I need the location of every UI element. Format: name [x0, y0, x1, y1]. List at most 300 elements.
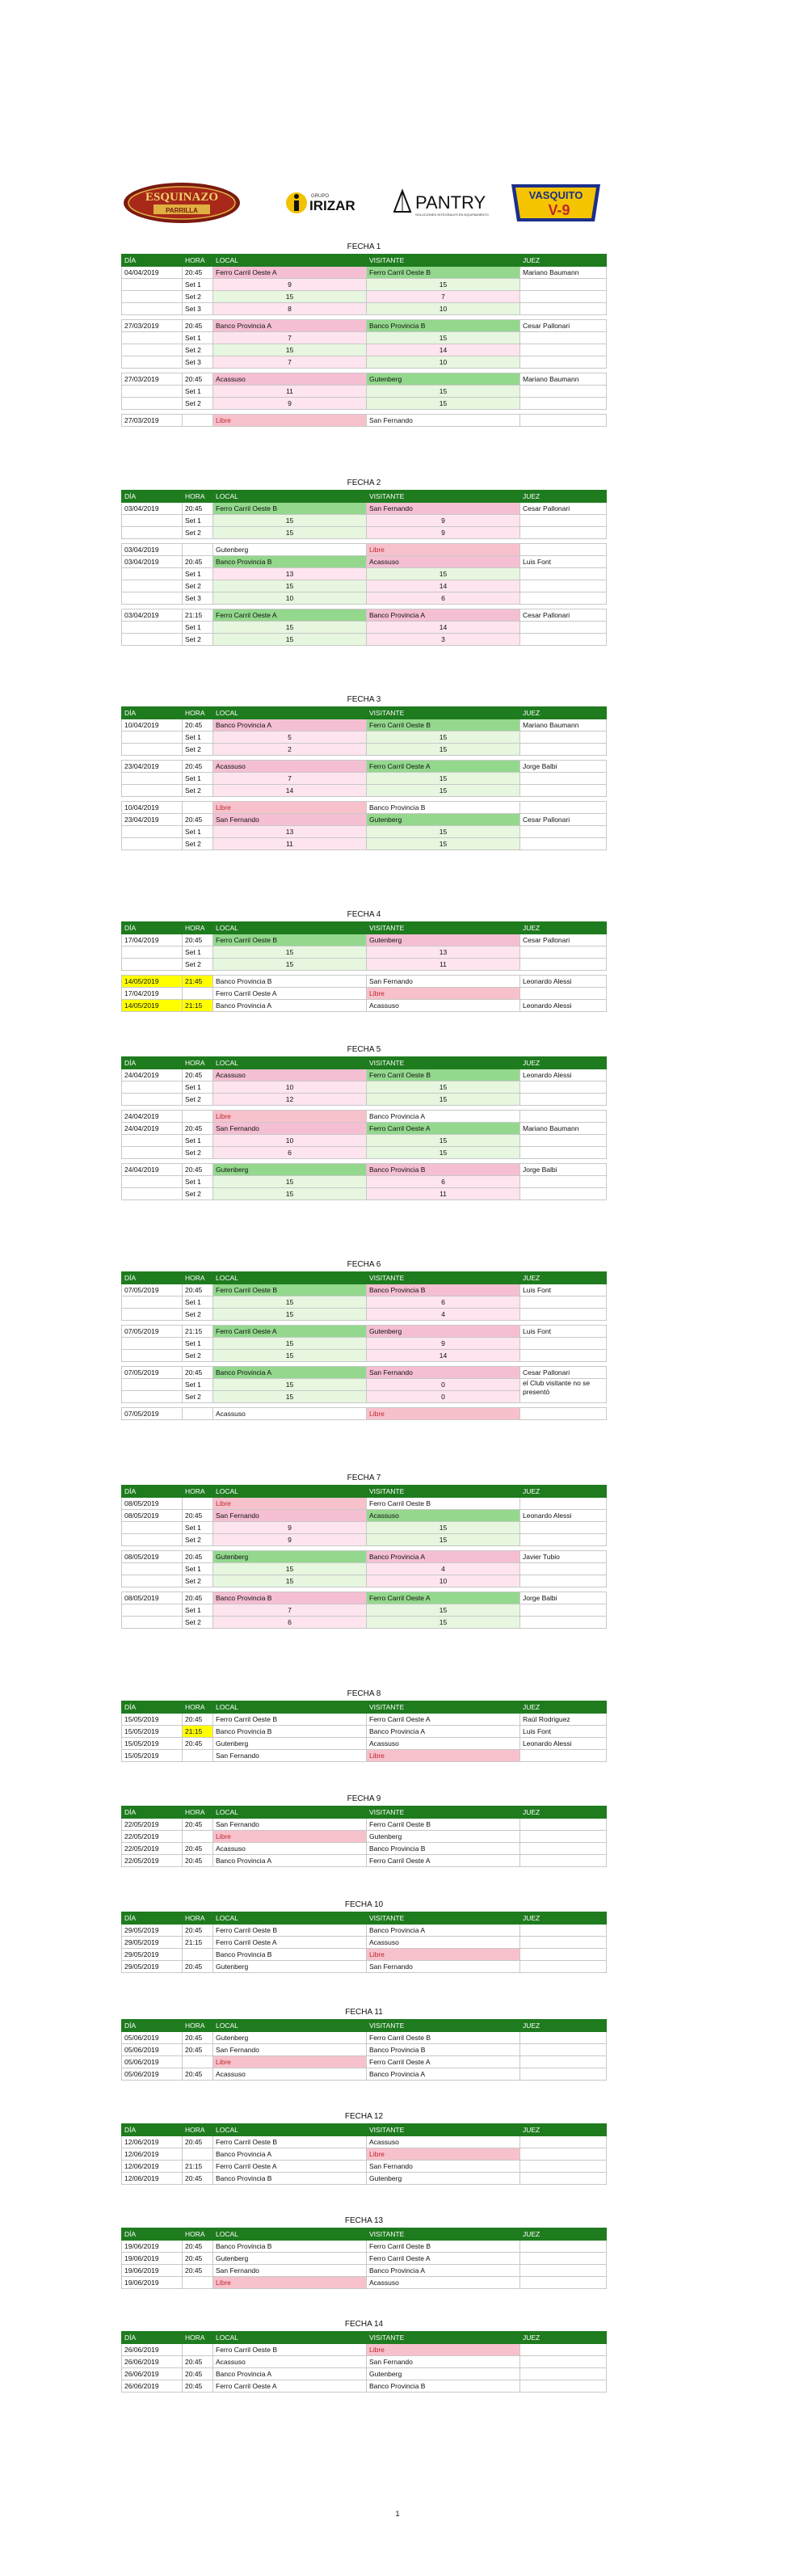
juez-header: JUEZ: [520, 1912, 607, 1925]
visiting-team: Acassuso: [367, 2136, 520, 2148]
fecha-title: FECHA 10: [344, 1900, 384, 1909]
set-spacer: [122, 1391, 183, 1403]
visiting-score: 15: [367, 838, 520, 850]
match-time: 20:45: [183, 2368, 213, 2380]
local-header: LOCAL: [213, 255, 367, 267]
local-team: Ferro Carril Oeste B: [213, 1284, 367, 1296]
match-time: 20:45: [183, 1510, 213, 1522]
fixture-table: [121, 2019, 607, 2081]
local-header: LOCAL: [213, 2332, 367, 2344]
fixture-table: [121, 1485, 607, 1629]
set-label: Set 2: [183, 580, 213, 592]
match-row: [122, 1326, 607, 1338]
set-juez-spacer: [520, 731, 607, 744]
local-score: 15: [213, 1338, 367, 1350]
referee: [520, 2356, 607, 2368]
set-label: Set 1: [183, 947, 213, 959]
match-row: [122, 988, 607, 1000]
dia-header: DÍA: [122, 1912, 183, 1925]
visiting-team: Banco Provincia A: [367, 1925, 520, 1937]
visitante-header: VISITANTE: [367, 2124, 520, 2136]
set-spacer: [122, 785, 183, 797]
juez-header: JUEZ: [520, 707, 607, 719]
no-show-note: el Club visitante no se presentó: [520, 1379, 607, 1403]
set-juez-spacer: [520, 622, 607, 634]
fecha-section: [121, 2216, 607, 2289]
match-time: 20:45: [183, 934, 213, 947]
local-score: 15: [213, 1563, 367, 1575]
local-header: LOCAL: [213, 1057, 367, 1069]
visiting-score: 15: [367, 398, 520, 410]
set-spacer: [122, 527, 183, 539]
set-juez-spacer: [520, 959, 607, 971]
fecha-section: [121, 2112, 607, 2185]
visiting-score: 15: [367, 1147, 520, 1159]
referee: [520, 2253, 607, 2265]
header-row: [122, 2020, 607, 2032]
match-time: 20:45: [183, 2136, 213, 2148]
header-row: [122, 255, 607, 267]
match-time: 21:45: [183, 976, 213, 988]
local-team: Gutenberg: [213, 1738, 367, 1750]
set-juez-spacer: [520, 1176, 607, 1188]
visiting-team: Banco Provincia A: [367, 2068, 520, 2081]
local-team: Gutenberg: [213, 1551, 367, 1563]
match-date: 05/06/2019: [122, 2056, 183, 2068]
match-row: [122, 544, 607, 556]
match-time: 20:45: [183, 2380, 213, 2393]
match-time: 20:45: [183, 267, 213, 279]
fecha-title: FECHA 4: [347, 910, 381, 919]
set-spacer: [122, 1338, 183, 1350]
match-date: 29/05/2019: [122, 1961, 183, 1973]
match-time: 20:45: [183, 556, 213, 568]
referee: Mariano Baumann: [520, 1123, 607, 1135]
local-team: Banco Provincia B: [213, 1592, 367, 1604]
set-label: Set 1: [183, 279, 213, 291]
set-label: Set 1: [183, 1563, 213, 1575]
local-header: LOCAL: [213, 1272, 367, 1284]
local-team: Libre: [213, 1498, 367, 1510]
juez-header: JUEZ: [520, 1701, 607, 1714]
local-score: 15: [213, 527, 367, 539]
header-row: [122, 1912, 607, 1925]
dia-header: DÍA: [122, 1701, 183, 1714]
set-row: [122, 1081, 607, 1094]
referee: Leonardo Alessi: [520, 1000, 607, 1012]
set-juez-spacer: [520, 1309, 607, 1321]
local-header: LOCAL: [213, 2228, 367, 2241]
set-juez-spacer: [520, 1081, 607, 1094]
match-date: 03/04/2019: [122, 609, 183, 622]
local-score: 7: [213, 773, 367, 785]
set-spacer: [122, 1534, 183, 1546]
set-row: [122, 527, 607, 539]
set-spacer: [122, 580, 183, 592]
match-date: 05/06/2019: [122, 2068, 183, 2081]
visiting-score: 10: [367, 356, 520, 369]
visiting-team: Ferro Carril Oeste B: [367, 719, 520, 731]
local-header: LOCAL: [213, 922, 367, 934]
match-row: [122, 1498, 607, 1510]
local-team: San Fernando: [213, 1819, 367, 1831]
referee: Jorge Balbi: [520, 761, 607, 773]
local-team: Banco Provincia B: [213, 556, 367, 568]
visitante-header: VISITANTE: [367, 491, 520, 503]
set-row: [122, 592, 607, 605]
referee: [520, 2277, 607, 2289]
fecha-section: [121, 1045, 607, 1200]
set-label: Set 2: [183, 1147, 213, 1159]
visiting-team: Libre: [367, 1750, 520, 1762]
match-date: 15/05/2019: [122, 1750, 183, 1762]
match-date: 23/04/2019: [122, 761, 183, 773]
match-time: [183, 2277, 213, 2289]
set-juez-spacer: [520, 386, 607, 398]
match-row: [122, 2277, 607, 2289]
set-juez-spacer: [520, 279, 607, 291]
header-row: [122, 2332, 607, 2344]
visiting-team: Ferro Carril Oeste A: [367, 1855, 520, 1867]
visiting-score: 7: [367, 291, 520, 303]
header-row: [122, 2124, 607, 2136]
visiting-score: 15: [367, 1135, 520, 1147]
visiting-score: 3: [367, 634, 520, 646]
match-time: 20:45: [183, 1819, 213, 1831]
visiting-score: 15: [367, 386, 520, 398]
referee: [520, 1498, 607, 1510]
match-time: 20:45: [183, 1284, 213, 1296]
set-spacer: [122, 1604, 183, 1617]
set-row: [122, 398, 607, 410]
match-date: 29/05/2019: [122, 1937, 183, 1949]
hora-header: HORA: [183, 255, 213, 267]
match-row: [122, 1367, 607, 1379]
match-time: [183, 1750, 213, 1762]
match-time: [183, 1831, 213, 1843]
match-date: 29/05/2019: [122, 1949, 183, 1961]
match-date: 26/06/2019: [122, 2380, 183, 2393]
juez-header: JUEZ: [520, 491, 607, 503]
match-date: 08/05/2019: [122, 1498, 183, 1510]
set-row: [122, 1617, 607, 1629]
set-label: Set 1: [183, 1081, 213, 1094]
set-juez-spacer: [520, 1338, 607, 1350]
visiting-team: Libre: [367, 1408, 520, 1420]
referee: [520, 2148, 607, 2161]
visiting-team: Acassuso: [367, 556, 520, 568]
pantry-logo: [388, 179, 497, 226]
set-spacer: [122, 773, 183, 785]
visiting-team: Gutenberg: [367, 2173, 520, 2185]
visitante-header: VISITANTE: [367, 1912, 520, 1925]
referee: [520, 2056, 607, 2068]
set-juez-spacer: [520, 515, 607, 527]
referee: [520, 2136, 607, 2148]
fecha-title: FECHA 3: [347, 695, 381, 704]
svg-text:SOLUCIONES INTEGRALES EN EQUIP: SOLUCIONES INTEGRALES EN EQUIPAMIENTO: [415, 213, 489, 217]
match-time: 20:45: [183, 2265, 213, 2277]
match-date: 27/03/2019: [122, 373, 183, 386]
set-label: Set 2: [183, 398, 213, 410]
match-row: [122, 802, 607, 814]
visiting-team: Libre: [367, 2148, 520, 2161]
set-row: [122, 622, 607, 634]
local-score: 15: [213, 344, 367, 356]
set-row: [122, 580, 607, 592]
match-date: 10/04/2019: [122, 802, 183, 814]
local-score: 15: [213, 1350, 367, 1362]
match-time: 20:45: [183, 1843, 213, 1855]
visiting-team: Banco Provincia A: [367, 2265, 520, 2277]
local-team: Libre: [213, 1111, 367, 1123]
set-row: [122, 826, 607, 838]
set-juez-spacer: [520, 1534, 607, 1546]
match-date: 27/03/2019: [122, 415, 183, 427]
visitante-header: VISITANTE: [367, 922, 520, 934]
visiting-score: 9: [367, 515, 520, 527]
set-label: Set 1: [183, 1176, 213, 1188]
set-label: Set 2: [183, 1575, 213, 1587]
visiting-score: 4: [367, 1309, 520, 1321]
set-juez-spacer: [520, 291, 607, 303]
local-score: 15: [213, 622, 367, 634]
local-team: Banco Provincia A: [213, 1855, 367, 1867]
match-date: 26/06/2019: [122, 2356, 183, 2368]
visiting-team: Libre: [367, 2344, 520, 2356]
set-juez-spacer: [520, 303, 607, 315]
visiting-score: 15: [367, 1081, 520, 1094]
set-spacer: [122, 1350, 183, 1362]
visiting-score: 10: [367, 303, 520, 315]
visiting-team: Gutenberg: [367, 373, 520, 386]
visiting-team: Acassuso: [367, 1000, 520, 1012]
local-team: Ferro Carril Oeste B: [213, 1714, 367, 1726]
set-spacer: [122, 1188, 183, 1200]
match-row: [122, 2265, 607, 2277]
set-label: Set 2: [183, 1391, 213, 1403]
set-juez-spacer: [520, 634, 607, 646]
visitante-header: VISITANTE: [367, 2228, 520, 2241]
match-date: 19/06/2019: [122, 2277, 183, 2289]
match-row: [122, 1111, 607, 1123]
local-score: 10: [213, 592, 367, 605]
hora-header: HORA: [183, 1807, 213, 1819]
svg-text:ESQUINAZO: ESQUINAZO: [145, 191, 219, 204]
match-time: 20:45: [183, 1961, 213, 1973]
referee: Luis Font: [520, 1284, 607, 1296]
referee: [520, 2044, 607, 2056]
local-header: LOCAL: [213, 2020, 367, 2032]
set-label: Set 1: [183, 826, 213, 838]
set-label: Set 2: [183, 1534, 213, 1546]
svg-text:GRUPO: GRUPO: [311, 194, 330, 199]
local-team: Ferro Carril Oeste A: [213, 609, 367, 622]
set-row: [122, 947, 607, 959]
svg-text:PARRILLA: PARRILLA: [166, 207, 198, 214]
match-time: [183, 1111, 213, 1123]
set-row: [122, 515, 607, 527]
hora-header: HORA: [183, 491, 213, 503]
visiting-team: Gutenberg: [367, 1326, 520, 1338]
referee: [520, 1937, 607, 1949]
match-time: 20:45: [183, 1714, 213, 1726]
set-row: [122, 785, 607, 797]
visitante-header: VISITANTE: [367, 1807, 520, 1819]
set-row: [122, 1147, 607, 1159]
set-row: [122, 356, 607, 369]
set-spacer: [122, 332, 183, 344]
set-label: Set 1: [183, 515, 213, 527]
local-team: Ferro Carril Oeste A: [213, 2161, 367, 2173]
set-label: Set 3: [183, 592, 213, 605]
fixture-table: [121, 490, 607, 646]
match-time: 20:45: [183, 2356, 213, 2368]
set-spacer: [122, 344, 183, 356]
match-time: 20:45: [183, 761, 213, 773]
set-row: [122, 279, 607, 291]
local-score: 6: [213, 1617, 367, 1629]
visiting-score: 6: [367, 592, 520, 605]
local-score: 6: [213, 1147, 367, 1159]
match-row: [122, 415, 607, 427]
local-team: Gutenberg: [213, 1961, 367, 1973]
set-spacer: [122, 291, 183, 303]
dia-header: DÍA: [122, 922, 183, 934]
match-time: 20:45: [183, 503, 213, 515]
match-row: [122, 934, 607, 947]
set-spacer: [122, 1379, 183, 1391]
local-team: Banco Provincia A: [213, 1367, 367, 1379]
match-row: [122, 1925, 607, 1937]
match-row: [122, 556, 607, 568]
local-team: San Fernando: [213, 1510, 367, 1522]
set-row: [122, 1350, 607, 1362]
match-date: 23/04/2019: [122, 814, 183, 826]
dia-header: DÍA: [122, 491, 183, 503]
local-score: 11: [213, 838, 367, 850]
match-date: 17/04/2019: [122, 988, 183, 1000]
svg-text:PANTRY: PANTRY: [415, 192, 486, 213]
local-team: Libre: [213, 2056, 367, 2068]
visiting-team: Banco Provincia A: [367, 609, 520, 622]
referee: Javier Tubio: [520, 1551, 607, 1563]
match-row: [122, 2241, 607, 2253]
match-row: [122, 320, 607, 332]
set-row: [122, 568, 607, 580]
match-row: [122, 1284, 607, 1296]
visiting-score: 0: [367, 1379, 520, 1391]
set-juez-spacer: [520, 398, 607, 410]
referee: [520, 1111, 607, 1123]
local-score: 9: [213, 398, 367, 410]
referee: [520, 2241, 607, 2253]
visiting-score: 14: [367, 344, 520, 356]
match-time: 20:45: [183, 1164, 213, 1176]
visiting-score: 4: [367, 1563, 520, 1575]
hora-header: HORA: [183, 2228, 213, 2241]
local-team: Banco Provincia B: [213, 2173, 367, 2185]
local-team: Libre: [213, 2277, 367, 2289]
match-date: 03/04/2019: [122, 556, 183, 568]
local-team: Ferro Carril Oeste B: [213, 503, 367, 515]
hora-header: HORA: [183, 1486, 213, 1498]
referee: Leonardo Alessi: [520, 1069, 607, 1081]
match-time: 20:45: [183, 320, 213, 332]
visiting-team: Ferro Carril Oeste A: [367, 1714, 520, 1726]
local-team: San Fernando: [213, 1750, 367, 1762]
match-date: 08/05/2019: [122, 1551, 183, 1563]
visiting-team: Libre: [367, 544, 520, 556]
set-juez-spacer: [520, 773, 607, 785]
set-spacer: [122, 622, 183, 634]
visitante-header: VISITANTE: [367, 2020, 520, 2032]
local-team: Ferro Carril Oeste A: [213, 2380, 367, 2393]
visiting-team: Acassuso: [367, 2277, 520, 2289]
dia-header: DÍA: [122, 2228, 183, 2241]
match-date: 22/05/2019: [122, 1831, 183, 1843]
match-date: 10/04/2019: [122, 719, 183, 731]
visiting-team: Banco Provincia A: [367, 1551, 520, 1563]
local-team: Banco Provincia B: [213, 1726, 367, 1738]
visiting-team: San Fernando: [367, 415, 520, 427]
svg-text:VASQUITO: VASQUITO: [528, 189, 583, 201]
local-team: Banco Provincia A: [213, 320, 367, 332]
match-date: 05/06/2019: [122, 2032, 183, 2044]
fecha-section: [121, 479, 607, 646]
match-time: 20:45: [183, 1592, 213, 1604]
set-row: [122, 1522, 607, 1534]
hora-header: HORA: [183, 2332, 213, 2344]
referee: Leonardo Alessi: [520, 976, 607, 988]
match-row: [122, 2344, 607, 2356]
match-time: 20:45: [183, 1855, 213, 1867]
match-time: [183, 415, 213, 427]
referee: [520, 802, 607, 814]
set-row: [122, 303, 607, 315]
visiting-team: Gutenberg: [367, 934, 520, 947]
local-score: 15: [213, 1379, 367, 1391]
set-row: [122, 1338, 607, 1350]
visiting-team: Ferro Carril Oeste A: [367, 1123, 520, 1135]
set-label: Set 3: [183, 356, 213, 369]
match-row: [122, 267, 607, 279]
visiting-score: 15: [367, 1094, 520, 1106]
set-row: [122, 1296, 607, 1309]
local-score: 9: [213, 1534, 367, 1546]
match-date: 24/04/2019: [122, 1123, 183, 1135]
local-score: 5: [213, 731, 367, 744]
set-juez-spacer: [520, 947, 607, 959]
local-team: Ferro Carril Oeste B: [213, 1925, 367, 1937]
match-date: 03/04/2019: [122, 544, 183, 556]
local-team: Acassuso: [213, 1843, 367, 1855]
set-spacer: [122, 1309, 183, 1321]
match-row: [122, 1408, 607, 1420]
referee: [520, 544, 607, 556]
set-spacer: [122, 1176, 183, 1188]
set-juez-spacer: [520, 1188, 607, 1200]
set-spacer: [122, 947, 183, 959]
match-time: 20:45: [183, 1925, 213, 1937]
local-team: Banco Provincia A: [213, 1000, 367, 1012]
dia-header: DÍA: [122, 707, 183, 719]
match-row: [122, 373, 607, 386]
referee: Mariano Baumann: [520, 267, 607, 279]
referee: Cesar Pallonari: [520, 814, 607, 826]
local-team: Libre: [213, 415, 367, 427]
local-score: 15: [213, 1176, 367, 1188]
